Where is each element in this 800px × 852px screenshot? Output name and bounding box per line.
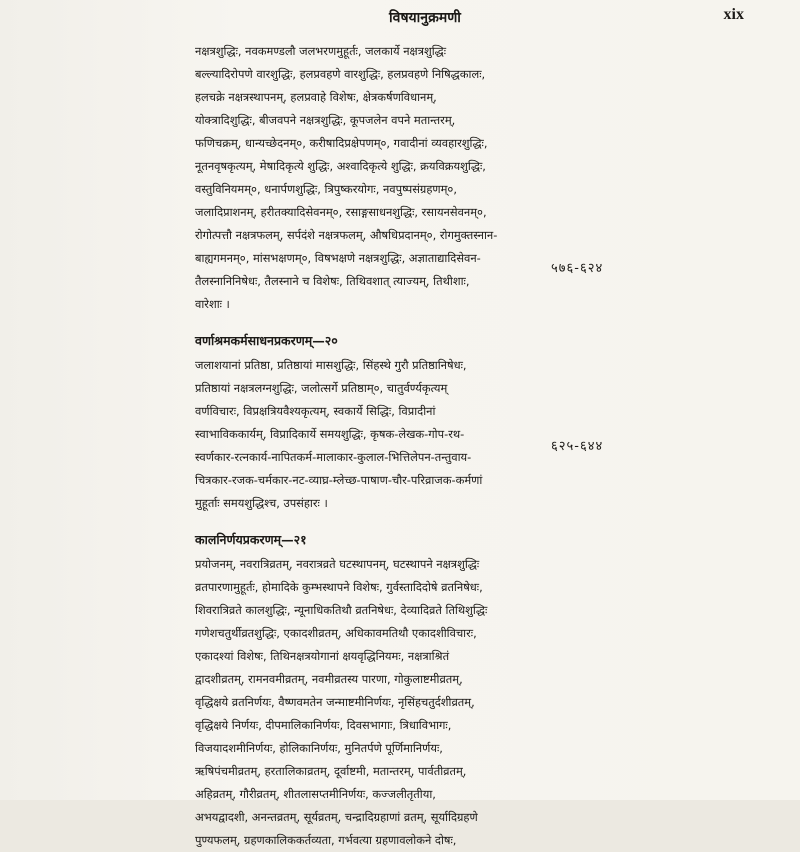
toc-line: बाह्यगमनम्०, मांसभक्षणम्०, विषभक्षणे नक्षत्रशुद्धिः, अज्ञाताद्यादिसेवन- <box>195 251 481 265</box>
toc-line: योक्त्रादिशुद्धिः, बीजवपने नक्षत्रशुद्धिः, कूपजलेन वपने मतान्तरम्, <box>195 113 456 127</box>
toc-line: स्वर्णकार-रत्नकार्य-नापितकर्म-मालाकार-कुलाल-भित्तिलेपन-तन्तुवाय- <box>195 450 472 464</box>
toc-line: अहिव्रतम्, गौरीव्रतम्, शीतलासप्तमीनिर्णयः, कज्जलीतृतीया, <box>195 787 436 801</box>
toc-line: वर्णविचारः, विप्रक्षत्रियवैश्यकृत्यम्, स्वकार्ये सिद्धिः, विप्रादीनां <box>195 404 436 418</box>
toc-line: वस्तुविनियमम्०, धनार्पणशुद्धिः, त्रिपुष्करयोगः, नवपुष्पसंग्रहणम्०, <box>195 182 457 196</box>
running-header-title: विषयानुक्रमणी <box>389 10 461 26</box>
page-number: xix <box>723 6 744 23</box>
toc-line: शिवरात्रिव्रते कालशुद्धिः, न्यूनाधिकतिथौ व्रतनिषेधः, देव्यादिव्रते तिथिशुद्धिः <box>195 603 488 617</box>
toc-line: विजयादशमीनिर्णयः, होलिकानिर्णयः, मुनितर्पणे पूर्णिमानिर्णयः, <box>195 741 443 755</box>
section-heading: कालनिर्णयप्रकरणम्—२१ <box>195 532 307 547</box>
toc-line: वृद्धिक्षये व्रतनिर्णयः, वैष्णवमतेन जन्माष्टमीनिर्णयः, नृसिंहचतुर्दशीव्रतम्, <box>195 695 475 709</box>
toc-section-2 <box>195 328 575 515</box>
section-heading: वर्णाश्रमकर्मसाधनप्रकरणम्—२० <box>195 333 338 348</box>
toc-line: चित्रकार-रजक-चर्मकार-नट-व्याघ्र-म्लेच्छ-पाषाण-चौर-परिव्राजक-कर्मणां <box>195 473 483 487</box>
toc-line: नूतनवृषकृत्यम्, मेषादिकृत्ये शुद्धिः, अश्वादिकृत्ये शुद्धिः, क्रयविक्रयशुद्धिः, <box>195 159 486 173</box>
toc-line: बल्ल्यादिरोपणे वारशुद्धिः, हलप्रवहणे वारशुद्धिः, हलप्रवहणे निषिद्धकालः, <box>195 67 486 81</box>
toc-line: पुण्यफलम्, ग्रहणकालिककर्तव्यता, गर्भवत्या ग्रहणावलोकने दोषः, <box>195 833 457 847</box>
toc-line: वृद्धिक्षये निर्णयः, दीपमालिकानिर्णयः, दिवसभागाः, त्रिधाविभागः, <box>195 718 452 732</box>
page-range: ५७६-६२४ <box>551 261 604 276</box>
toc-line: अभयद्वादशी, अनन्तव्रतम्, सूर्यव्रतम्, चन्द्रादिग्रहाणां व्रतम्, सूर्यादिग्रहणे <box>195 810 478 824</box>
table-of-contents <box>195 40 575 852</box>
toc-line: गणेशचतुर्थीव्रतशुद्धिः, एकादशीव्रतम्, अधिकावमतिथौ एकादशीविचारः, <box>195 626 477 640</box>
toc-line: तैलस्नानिनिषेधः, तैलस्नाने च विशेषः, तिथिवशात् त्याज्यम्, तिथीशाः, <box>195 274 470 288</box>
toc-line: स्वाभाविककार्यम्, विप्रादिकार्ये समयशुद्धिः, कृषक-लेखक-गोप-रथ- <box>195 427 465 441</box>
toc-section-3 <box>195 527 575 852</box>
toc-line: मुहूर्ताः समयशुद्धिश्च, उपसंहारः । <box>195 496 328 510</box>
toc-line: प्रतिष्ठायां नक्षत्रलग्नशुद्धिः, जलोत्सर्गे प्रतिष्ठाम्०, चातुर्वर्ण्यकृत्यम् <box>195 381 448 395</box>
page-range: ६२५-६४४ <box>551 439 604 454</box>
toc-line: जलाशयानां प्रतिष्ठा, प्रतिष्ठायां मासशुद्धिः, सिंहस्थे गुरौ प्रतिष्ठानिषेधः, <box>195 358 467 372</box>
toc-line: नक्षत्रशुद्धिः, नवकमण्डलौ जलभरणमुहूर्तः, जलकार्ये नक्षत्रशुद्धिः <box>195 44 447 58</box>
toc-line: व्रतपारणामुहूर्तः, होमादिके कुम्भस्थापने विशेषः, गुर्वस्तादिदोषे व्रतनिषेधः, <box>195 580 483 594</box>
toc-section-1 <box>195 40 575 316</box>
toc-line: ऋषिपंचमीव्रतम्, हरतालिकाव्रतम्, दूर्वाष्टमी, मतान्तरम्, पार्वतीव्रतम्, <box>195 764 467 778</box>
toc-line: प्रयोजनम्, नवरात्रिव्रतम्, नवरात्रव्रते घटस्थापनम्, घटस्थापने नक्षत्रशुद्धिः <box>195 557 480 571</box>
toc-line: एकादश्यां विशेषः, तिथिनक्षत्रयोगानां क्षयवृद्धिनियमः, नक्षत्राश्रितं <box>195 649 450 663</box>
toc-line: हलचक्रे नक्षत्रस्थापनम्, हलप्रवाहे विशेषः, क्षेत्रकर्षणविधानम्, <box>195 90 437 104</box>
toc-line: रोगोत्पत्तौ नक्षत्रफलम्, सर्पदंशे नक्षत्रफलम्, औषधिप्रदानम्०, रोगमुक्तस्नान- <box>195 228 498 242</box>
toc-line: वारेशाः । <box>195 297 230 311</box>
toc-line: जलादिप्राशनम्, हरीतक्यादिसेवनम्०, रसाङ्गसाधनशुद्धिः, रसायनसेवनम्०, <box>195 205 487 219</box>
toc-line: फणिचक्रम्, धान्यच्छेदनम्०, करीषादिप्रक्षेपणम्०, गवादीनां व्यवहारशुद्धिः, <box>195 136 488 150</box>
toc-line: द्वादशीव्रतम्, रामनवमीव्रतम्, नवमीव्रतस्य पारणा, गोकुलाष्टमीव्रतम्, <box>195 672 463 686</box>
